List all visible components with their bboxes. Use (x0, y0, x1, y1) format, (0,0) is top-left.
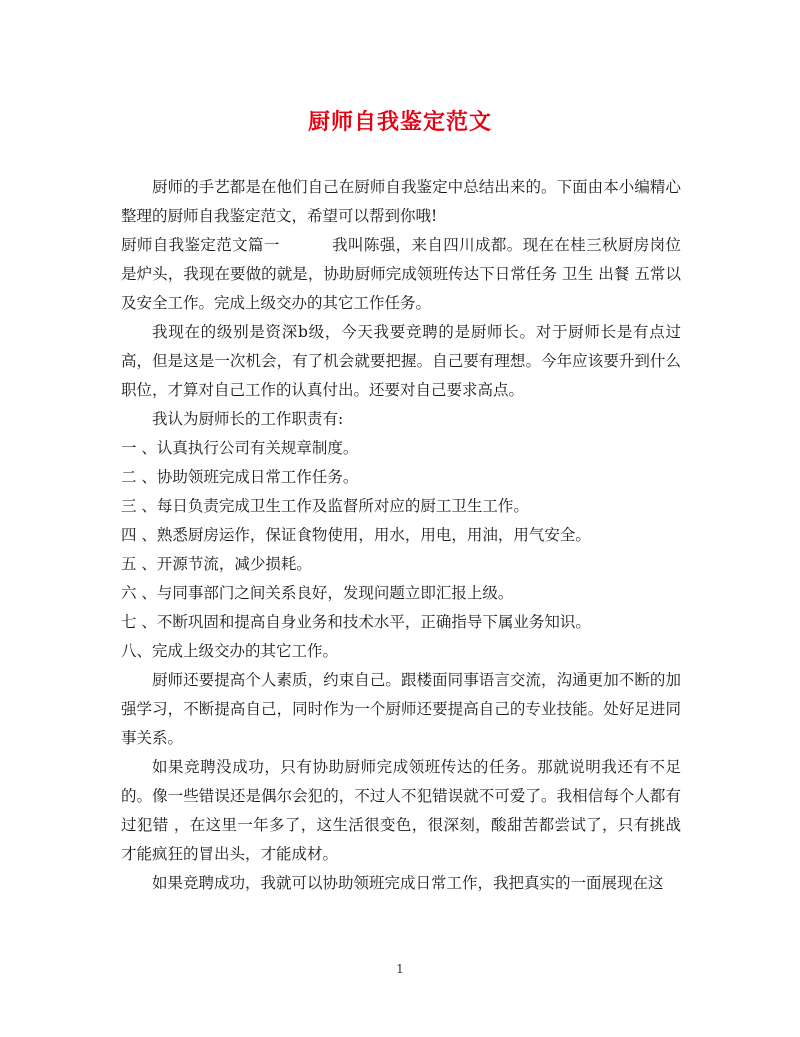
intro-paragraph: 厨师的手艺都是在他们自己在厨师自我鉴定中总结出来的。下面由本小编精心整理的厨师自我鉴定范文，希望可以帮到你哦! (121, 178, 681, 225)
document-title: 厨师自我鉴定范文 (307, 109, 492, 135)
duty-item-3: 三 、每日负责完成卫生工作及监督所对应的厨工卫生工作。 (121, 497, 529, 515)
level-paragraph: 我现在的级别是资深b级，今天我要竞聘的是厨师长。对于厨师长是有点过高，但是这是一次机会，有了机会就要把握。自己要有理想。今年应该要升到什么职位，才算对自己工作的认真付出。还要对自己要求高点。 (121, 323, 681, 399)
document-body (121, 173, 681, 898)
duty-item-6: 六 、与同事部门之间关系良好，发现问题立即汇报上级。 (121, 584, 514, 602)
page-number: 1 (396, 962, 404, 976)
self-introduction: 我叫陈强，来自四川成都。现在在桂三秋厨房岗位是炉头，我现在要做的就是，协助厨师完成领班传达下日常任务 卫生 出餐 五常以及安全工作。完成上级交办的其它工作任务。 (121, 236, 681, 312)
section-heading-label: 厨师自我鉴定范文篇一 (121, 236, 280, 254)
duty-item-7: 七 、不断巩固和提高自身业务和技术水平，正确指导下属业务知识。 (121, 613, 591, 631)
duty-item-4: 四 、熟悉厨房运作，保证食物使用，用水，用电，用油，用气安全。 (121, 526, 591, 544)
duty-item-5: 五 、开源节流，减少损耗。 (121, 555, 312, 573)
duties-intro: 我认为厨师长的工作职责有: (152, 410, 344, 428)
fail-paragraph: 如果竞聘没成功，只有协助厨师完成领班传达的任务。那就说明我还有不足的。像一些错误还是偶尔会犯的，不过人不犯错误就不可爱了。我相信每个人都有过犯错 ，在这里一年多了，这生活很变色，很深刻，酸甜苦都尝试了，只有挑战才能疯狂的冒出头，才能成材。 (121, 758, 681, 863)
quality-paragraph: 厨师还要提高个人素质，约束自己。跟楼面同事语言交流，沟通更加不断的加强学习，不断提高自己，同时作为一个厨师还要提高自己的专业技能。处好足进同事关系。 (121, 671, 681, 747)
duty-item-1: 一 、认真执行公司有关规章制度。 (121, 439, 359, 457)
success-paragraph: 如果竞聘成功，我就可以协助领班完成日常工作，我把真实的一面展现在这 (152, 874, 664, 892)
heading-paragraph (121, 231, 681, 318)
duty-item-2: 二 、协助领班完成日常工作任务。 (121, 468, 359, 486)
duty-item-8: 八、完成上级交办的其它工作。 (121, 642, 339, 660)
